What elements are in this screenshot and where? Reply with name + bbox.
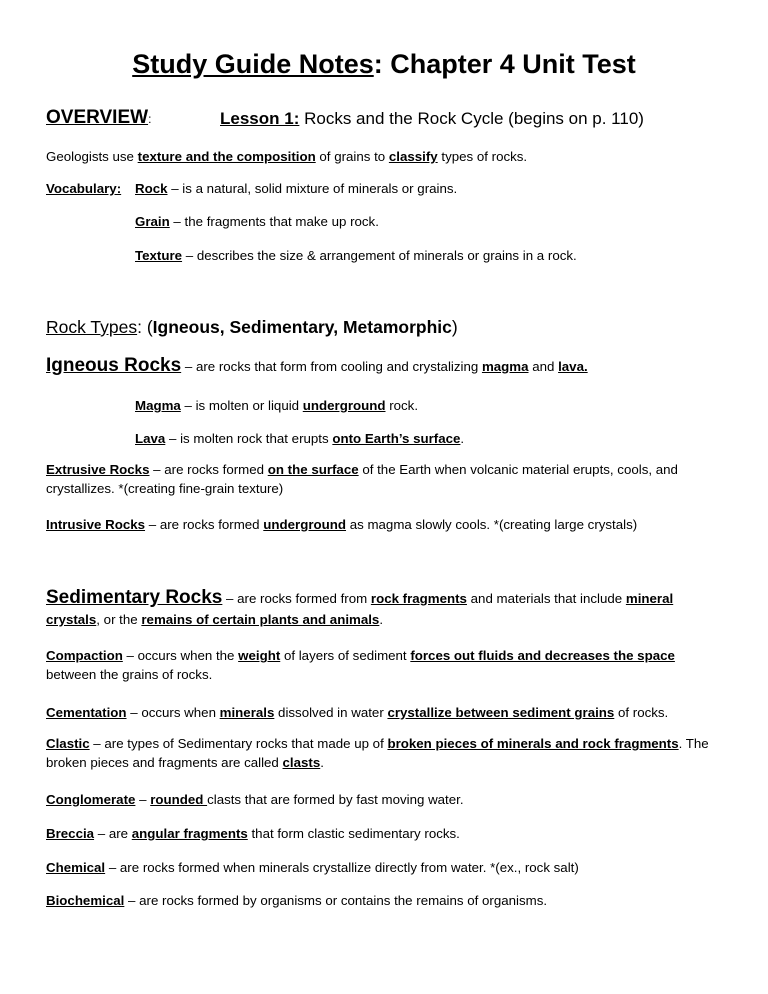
chemical: Chemical – are rocks formed when minerals crystallize directly from water. *(ex., rock salt) — [46, 860, 579, 875]
breccia: Breccia – are angular fragments that form clastic sedimentary rocks. — [46, 826, 460, 841]
biochemical: Biochemical – are rocks formed by organisms or contains the remains of organisms. — [46, 893, 548, 908]
igneous-lava: Lava – is molten rock that erupts onto Earth’s surface. — [135, 431, 465, 446]
compaction: Compaction – occurs when the weight of layers of sediment forces out fluids and decreases the space between the grains of rocks. — [46, 648, 675, 682]
intro-text: Geologists use texture and the composition of grains to classify types of rocks. — [46, 149, 528, 164]
igneous-definition: Igneous Rocks – are rocks that form from cooling and crystalizing magma and lava. — [46, 355, 588, 376]
overview-heading: OVERVIEW: — [46, 107, 152, 128]
page-title: Study Guide Notes: Chapter 4 Unit Test — [132, 49, 636, 79]
vocabulary-label: Vocabulary: — [46, 181, 122, 196]
vocab-texture: Texture – describes the size & arrangement of minerals or grains in a rock. — [135, 248, 577, 263]
igneous-magma: Magma – is molten or liquid underground rock. — [135, 398, 419, 413]
cementation: Cementation – occurs when minerals dissolved in water crystallize between sediment grains of rocks. — [46, 705, 669, 720]
sedimentary-definition: Sedimentary Rocks – are rocks formed from rock fragments and materials that include mineral crystals, or the remains of certain plants and animals. — [46, 587, 674, 627]
vocab-grain: Grain – the fragments that make up rock. — [135, 214, 379, 229]
clastic: Clastic – are types of Sedimentary rocks that made up of broken pieces of minerals and rock fragments. The broken pieces and fragments are called clasts. — [46, 736, 709, 770]
vocab-rock: Rock – is a natural, solid mixture of minerals or grains. — [135, 181, 458, 196]
intrusive-rocks: Intrusive Rocks – are rocks formed underground as magma slowly cools. *(creating large crystals) — [46, 517, 638, 532]
conglomerate: Conglomerate – rounded clasts that are formed by fast moving water. — [46, 792, 464, 807]
extrusive-rocks: Extrusive Rocks – are rocks formed on the surface of the Earth when volcanic material erupts, cools, and crystallizes. *(creating fine-grain texture) — [46, 462, 678, 496]
rock-types-heading: Rock Types: (Igneous, Sedimentary, Metamorphic) — [46, 317, 458, 337]
lesson-heading: Lesson 1: Rocks and the Rock Cycle (begins on p. 110) — [220, 109, 644, 128]
